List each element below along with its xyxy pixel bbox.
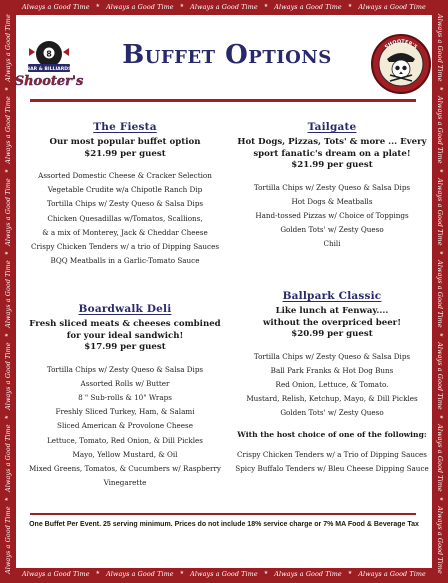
menu-item: Crispy Chicken Tenders w/ a trio of Dipping Sauces [30, 242, 220, 252]
border-label: Always a Good Time [436, 260, 444, 328]
menu-item: & a mix of Monterey, Jack & Cheddar Cheese [42, 227, 208, 237]
border-label: Always a Good Time [106, 3, 174, 11]
border-label: Always a Good Time [436, 96, 444, 164]
menu-item: Mixed Greens, Tomatos, & Cucumbers w/ Raspberry [29, 463, 221, 473]
border-label: Always a Good Time [4, 14, 12, 82]
header-divider [30, 99, 416, 102]
menu-item: Lettuce, Tomato, Red Onion, & Dill Pickles [46, 435, 203, 445]
page-title: Buffet Options [122, 40, 332, 70]
menu-item: Hand-tossed Pizzas w/ Choice of Toppings [255, 210, 409, 220]
section-price: $20.99 per guest [291, 329, 373, 339]
border-label: Always a Good Time [436, 342, 444, 410]
border-label: Always a Good Time [106, 570, 174, 578]
border-label: Always a Good Time [4, 424, 12, 492]
menu-item: Tortilla Chips w/ Zesty Queso & Salsa Dips [46, 364, 204, 374]
border-label: Always a Good Time [358, 570, 426, 578]
menu-item: Red Onion, Lettuce, & Tomato. [275, 379, 389, 389]
border-label: Always a Good Time [4, 260, 12, 328]
border-label: Always a Good Time [4, 342, 12, 410]
section-heading: The Fiesta [93, 121, 157, 133]
section-heading: Ballpark Classic [282, 290, 382, 302]
section-intro: Fresh sliced meats & cheeses combined [29, 319, 221, 329]
menu-item: BQQ Meatballs in a Garlic-Tomato Sauce [50, 256, 200, 266]
border-label: Always a Good Time [436, 178, 444, 246]
section-heading: Boardwalk Deli [78, 303, 172, 315]
section-boardwalk-deli [26, 303, 224, 490]
section-intro: for your ideal sandwich! [66, 330, 184, 341]
border-label: Always a Good Time [190, 570, 258, 578]
menu-item: Golden Tots' w/ Zesty Queso [280, 408, 384, 418]
menu-item: Crispy Chicken Tenders w/ a Trio of Dipping Sauces [237, 449, 427, 459]
menu-item: Sliced American & Provolone Cheese [57, 421, 193, 431]
logo-name: Shooter's [14, 74, 84, 89]
border-text-right: Always a Good Time ★ Always a Good Time ★ Always a Good Time ★ Always a Good Time ★ Always a Good Time ★ Always a Good Time ★ Always a Good Time [436, 14, 444, 574]
footer-divider [30, 513, 416, 515]
section-intro: Our most popular buffet option [49, 137, 201, 147]
section-fiesta [26, 121, 224, 268]
menu-item: Mustard, Relish, Ketchup, Mayo, & Dill Pickles [246, 394, 418, 404]
section-price: $17.99 per guest [84, 342, 166, 352]
menu-item: Mayo, Yellow Mustard, & Oil [72, 449, 178, 459]
menu-item: Vinegarette [103, 478, 147, 488]
border-label: Always a Good Time [4, 178, 12, 246]
section-price: $21.99 per guest [84, 148, 166, 159]
section-tailgate [232, 121, 432, 252]
section-intro: sport fanatic's dream on a plate! [253, 148, 411, 159]
menu-item: 8 " Sub-rolls & 10" Wraps [78, 392, 172, 402]
shooters-logo [14, 36, 84, 92]
menu-item: Vegetable Crudite w/a Chipotle Ranch Dip [47, 185, 203, 195]
section-intro: without the overpriced beer! [263, 317, 401, 328]
border-label: Always a Good Time [436, 424, 444, 492]
eight-ball-icon [29, 41, 69, 67]
menu-item: Chili [323, 239, 341, 249]
section-intro: Like lunch at Fenway.... [275, 306, 389, 316]
menu-item: Assorted Rolls w/ Butter [80, 378, 170, 388]
border-label: Always a Good Time [22, 570, 90, 578]
svg-text:8: 8 [46, 49, 52, 59]
choice-label: With the host choice of one of the following: [237, 429, 427, 439]
section-intro: Hot Dogs, Pizzas, Tots' & more ... Every [237, 137, 427, 147]
menu-item: Chicken Quesadillas w/Tomatos, Scallions, [47, 213, 203, 223]
border-label: Always a Good Time [274, 3, 342, 11]
footer-note: One Buffet Per Event. 25 serving minimum. Prices do not include 18% service charge or 7% MA Food & Beverage Tax [29, 521, 419, 528]
menu-item: Tortilla Chips w/ Zesty Queso & Salsa Dips [253, 182, 411, 192]
border-text-bottom: Always a Good Time ★ Always a Good Time ★ Always a Good Time ★ Always a Good Time ★ Always a Good Time [22, 570, 426, 578]
section-heading: Tailgate [307, 121, 357, 133]
menu-item: Assorted Domestic Cheese & Cracker Selection [38, 171, 212, 180]
menu-item: Golden Tots' w/ Zesty Queso [280, 225, 384, 235]
menu-item: Ball Park Franks & Hot Dog Buns [270, 365, 394, 375]
border-label: Always a Good Time [190, 3, 258, 11]
border-text-left: Always a Good Time ★ Always a Good Time ★ Always a Good Time ★ Always a Good Time ★ Always a Good Time ★ Always a Good Time ★ Always a Good Time [4, 14, 12, 574]
menu-item: Tortilla Chips w/ Zesty Queso & Salsa Dips [46, 199, 204, 209]
pirate-badge-logo [370, 33, 432, 95]
border-label: Always a Good Time [4, 506, 12, 574]
section-ballpark-classic [232, 290, 432, 476]
badge-text: SHOOTER'S [383, 38, 419, 51]
border-text-top: Always a Good Time ★ Always a Good Time ★ Always a Good Time ★ Always a Good Time ★ Always a Good Time [22, 3, 426, 11]
logo-tagline: BAR & BILLIARDS [26, 67, 72, 72]
menu-item: Hot Dogs & Meatballs [291, 196, 373, 206]
border-label: Always a Good Time [436, 506, 444, 574]
section-price: $21.99 per guest [291, 160, 373, 170]
border-label: Always a Good Time [274, 570, 342, 578]
border-label: Always a Good Time [436, 14, 444, 82]
menu-item: Freshly Sliced Turkey, Ham, & Salami [55, 407, 195, 417]
border-label: Always a Good Time [358, 3, 426, 11]
menu-item: Tortilla Chips w/ Zesty Queso & Salsa Dips [253, 351, 411, 361]
border-label: Always a Good Time [4, 96, 12, 164]
menu-item: Spicy Buffalo Tenders w/ Bleu Cheese Dipping Sauce [235, 463, 429, 473]
border-label: Always a Good Time [22, 3, 90, 11]
